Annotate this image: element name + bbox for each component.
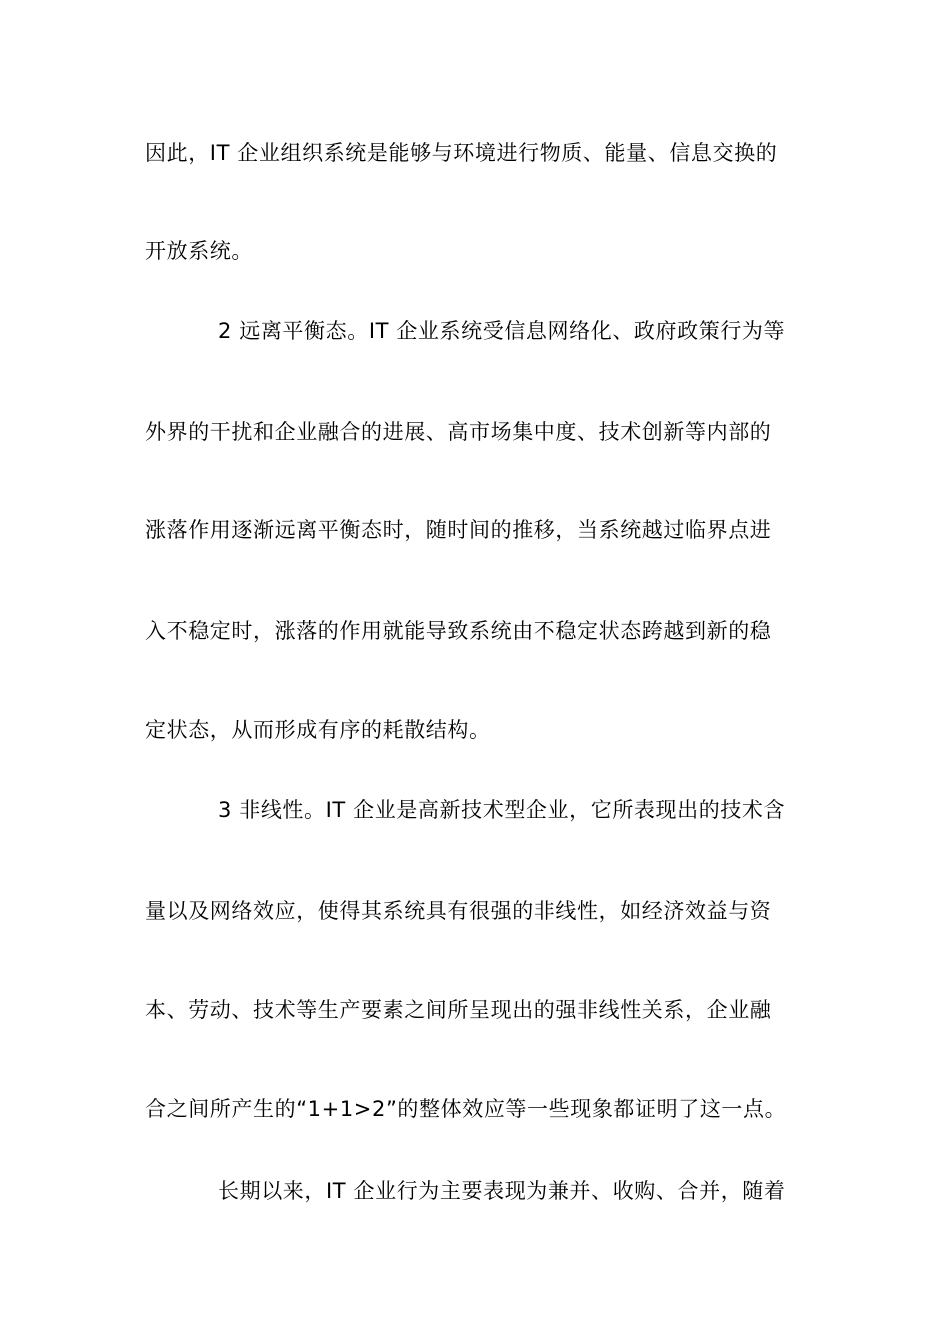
text-line: 合之间所产生的“1+1>2”的整体效应等一些现象都证明了这一点。 bbox=[145, 1097, 787, 1121]
text-line: 量以及网络效应，使得其系统具有很强的非线性，如经济效益与资 bbox=[145, 899, 772, 923]
text-line: 入不稳定时，涨落的作用就能导致系统由不稳定状态跨越到新的稳 bbox=[145, 619, 772, 643]
text-line: 因此，IT 企业组织系统是能够与环境进行物质、能量、信息交换的 bbox=[145, 141, 778, 165]
text-line: 涨落作用逐渐远离平衡态时，随时间的推移，当系统越过临界点进 bbox=[145, 518, 772, 542]
paragraph-heading-line: 3 非线性。IT 企业是高新技术型企业，它所表现出的技术含 bbox=[218, 798, 786, 822]
text-line: 外界的干扰和企业融合的进展、高市场集中度、技术创新等内部的 bbox=[145, 420, 772, 444]
text-line: 开放系统。 bbox=[145, 239, 253, 263]
paragraph-start-line: 长期以来，IT 企业行为主要表现为兼并、收购、合并，随着 bbox=[218, 1179, 786, 1203]
text-line: 定状态，从而形成有序的耗散结构。 bbox=[145, 718, 491, 742]
text-line: 本、劳动、技术等生产要素之间所呈现出的强非线性关系，企业融 bbox=[145, 998, 772, 1022]
paragraph-heading-line: 2 远离平衡态。IT 企业系统受信息网络化、政府政策行为等 bbox=[218, 319, 786, 343]
